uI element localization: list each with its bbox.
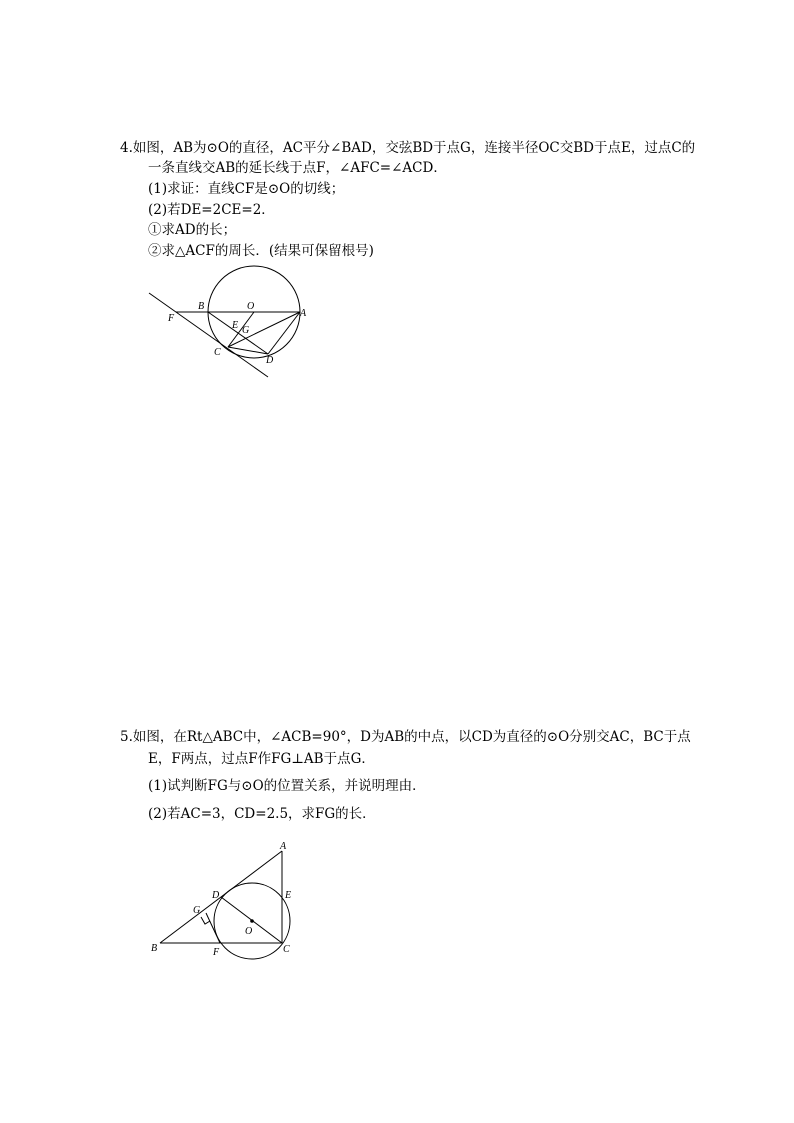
label-c: C — [283, 944, 290, 955]
label-e: E — [285, 890, 292, 901]
label-a: A — [280, 841, 287, 852]
label-f: F — [213, 947, 220, 958]
problem5-line1: 5.如图，在Rt△ABC中，∠ACB=90°，D为AB的中点，以CD为直径的⊙O分别交AC，BC于点 — [120, 729, 691, 745]
problem4-line2: 一条直线交AB的延长线于点F，∠AFC=∠ACD． — [148, 160, 447, 176]
label-f: F — [168, 313, 175, 324]
label-b: B — [198, 301, 205, 312]
problem4-part1: (1)求证：直线CF是⊙O的切线； — [148, 181, 345, 197]
label-b: B — [151, 943, 158, 954]
label-g: G — [242, 325, 250, 336]
problem5-line2: E，F两点，过点F作FG⊥AB于点G． — [148, 751, 375, 767]
problem5-part2: (2)若AC=3，CD=2.5，求FG的长． — [148, 806, 376, 822]
problem4-part2: (2)若DE=2CE=2． — [148, 202, 275, 218]
label-c: C — [214, 347, 221, 358]
problem4-part2a: ①求AD的长； — [148, 222, 237, 238]
label-o: O — [245, 926, 253, 937]
segment-fg — [206, 913, 220, 943]
label-d: D — [212, 890, 220, 901]
label-g: G — [193, 905, 201, 916]
label-o: O — [247, 301, 255, 312]
problem4-part2b: ②求△ACF的周长．(结果可保留根号) — [148, 243, 374, 259]
label-d: D — [266, 355, 274, 366]
label-e: E — [232, 320, 239, 331]
problem5-part1: (1)试判断FG与⊙O的位置关系，并说明理由． — [148, 778, 426, 794]
label-a: A — [300, 308, 307, 319]
center-dot — [250, 919, 254, 923]
problem4-line1: 4.如图，AB为⊙O的直径，AC平分∠BAD，交弦BD于点G，连接半径OC交BD于点E，过点C的 — [120, 140, 696, 156]
